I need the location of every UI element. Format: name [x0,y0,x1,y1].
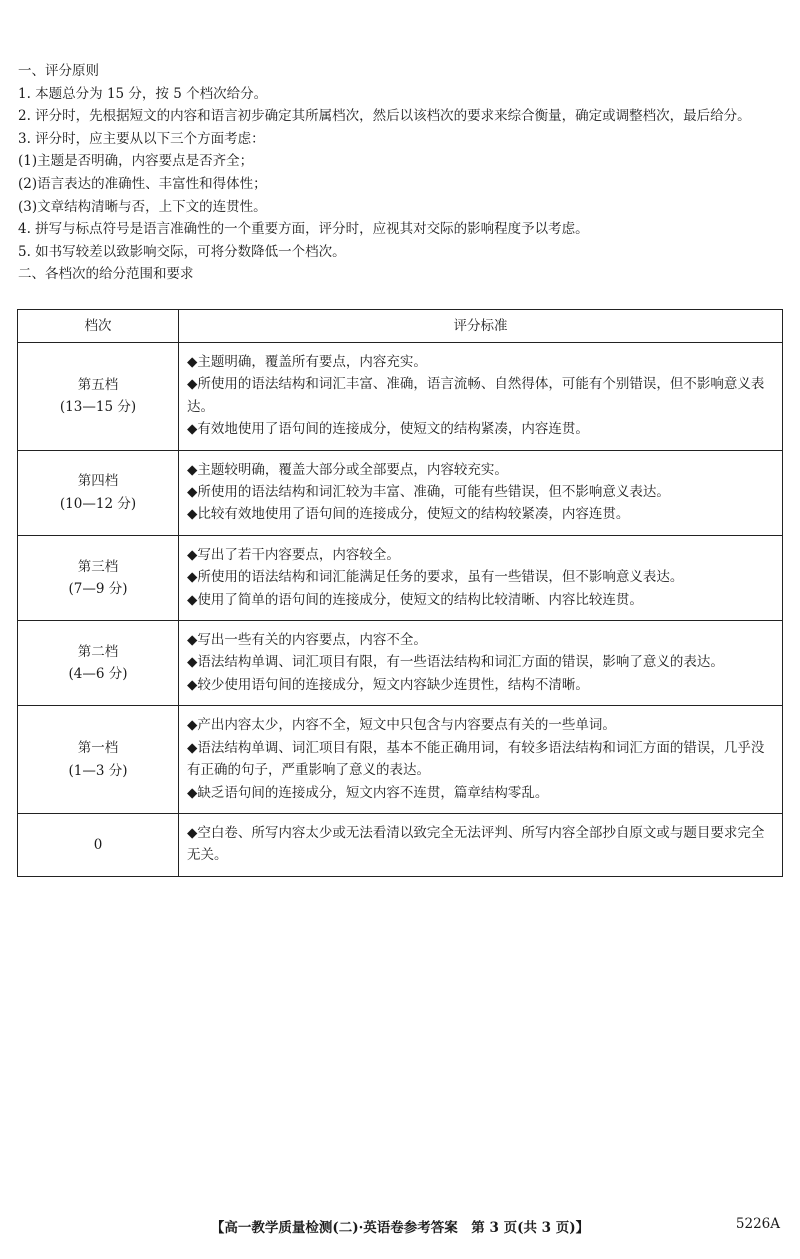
criteria-item: ◆所使用的语法结构和词汇丰富、准确，语言流畅、自然得体，可能有个别错误，但不影响意义表达。 [187,376,765,415]
table-row [18,450,783,535]
principle-line-6: (3)文章结构清晰与否，上下文的连贯性。 [18,198,267,215]
criteria-item: ◆所使用的语法结构和词汇能满足任务的要求，虽有一些错误，但不影响意义表达。 [187,569,684,586]
table-row [18,706,783,814]
level-range: (10—12 分) [59,495,137,512]
criteria-item: ◆主题较明确，覆盖大部分或全部要点，内容较充实。 [187,461,508,478]
level-range: (1—3 分) [68,762,128,779]
table-row [18,535,783,620]
table-row [18,621,783,706]
level-name: 第五档 [77,376,119,393]
criteria-cell [179,621,783,706]
principle-line-5: (2)语言表达的准确性、丰富性和得体性； [18,175,267,192]
level-range: (4—6 分) [68,666,128,683]
level-cell [18,450,179,535]
principle-line-8: 5. 如书写较差以致影响交际，可将分数降低一个档次。 [18,243,346,260]
scoring-principles [18,60,788,286]
principle-line-4: (1)主题是否明确，内容要点是否齐全； [18,153,254,170]
criteria-cell [179,706,783,814]
criteria-cell [179,450,783,535]
level-name: 0 [93,836,103,853]
criteria-item: ◆较少使用语句间的连接成分，短文内容缺少连贯性，结构不清晰。 [187,676,589,693]
criteria-item: ◆比较有效地使用了语句间的连接成分，使短文的结构较紧凑，内容连贯。 [187,506,630,523]
level-cell [18,621,179,706]
principle-line-3: 3. 评分时，应主要从以下三个方面考虑： [18,130,265,147]
criteria-item: ◆语法结构单调、词汇项目有限，基本不能正确用词，有较多语法结构和词汇方面的错误，几乎没有正确的句子，严重影响了意义的表达。 [187,739,765,779]
level-name: 第三档 [77,558,119,575]
criteria-cell [179,535,783,620]
criteria-cell [179,813,783,876]
level-name: 第二档 [77,643,119,660]
criteria-item: ◆语法结构单调、词汇项目有限，有一些语法结构和词汇方面的错误，影响了意义的表达。 [187,654,724,671]
page-footer [0,1216,800,1240]
principle-line-7: 4. 拼写与标点符号是语言准确性的一个重要方面，评分时，应视其对交际的影响程度予以考虑。 [18,221,589,238]
criteria-item: ◆使用了简单的语句间的连接成分，使短文的结构比较清晰、内容比较连贯。 [187,591,643,608]
level-name: 第一档 [77,740,119,757]
level-cell [18,706,179,814]
criteria-item: ◆有效地使用了语句间的连接成分，使短文的结构紧凑，内容连贯。 [187,421,589,438]
criteria-item: ◆空白卷、所写内容太少或无法看清以致完全无法评判、所写内容全部抄自原文或与题目要求完全无关。 [187,824,765,864]
level-cell [18,535,179,620]
criteria-item: ◆所使用的语法结构和词汇较为丰富、准确，可能有些错误，但不影响意义表达。 [187,484,670,501]
level-cell [18,343,179,451]
principle-line-1: 1. 本题总分为 15 分，按 5 个档次给分。 [18,85,268,102]
criteria-item: ◆缺乏语句间的连接成分，短文内容不连贯，篇章结构零乱。 [187,784,549,801]
criteria-item: ◆主题明确，覆盖所有要点，内容充实。 [187,354,427,370]
criteria-item: ◆产出内容太少，内容不全，短文中只包含与内容要点有关的一些单词。 [187,717,616,734]
level-range: (7—9 分) [68,580,128,597]
criteria-item: ◆写出了若干内容要点，内容较全。 [187,546,400,563]
header-criteria: 评分标准 [179,310,783,343]
table-row [18,343,783,451]
level-range: (13—15 分) [59,399,137,416]
criteria-item: ◆写出一些有关的内容要点，内容不全。 [187,632,427,649]
section1-heading: 一、评分原则 [18,63,99,79]
table-header-row [18,310,783,343]
header-level: 档次 [18,310,179,343]
footer-code: 5226A [735,1216,780,1232]
section2-heading: 二、各档次的给分范围和要求 [18,266,194,283]
table-row [18,813,783,876]
criteria-cell [179,343,783,451]
principle-line-2: 2. 评分时，先根据短文的内容和语言初步确定其所属档次，然后以该档次的要求来综合衡量，确定或调整档次，最后给分。 [18,108,751,125]
grading-rubric-table [17,309,783,877]
level-name: 第四档 [77,473,119,490]
footer-title: 【高一教学质量检测(二)·英语卷参考答案 第 3 页(共 3 页)】 [210,1220,590,1236]
level-cell [18,813,179,876]
